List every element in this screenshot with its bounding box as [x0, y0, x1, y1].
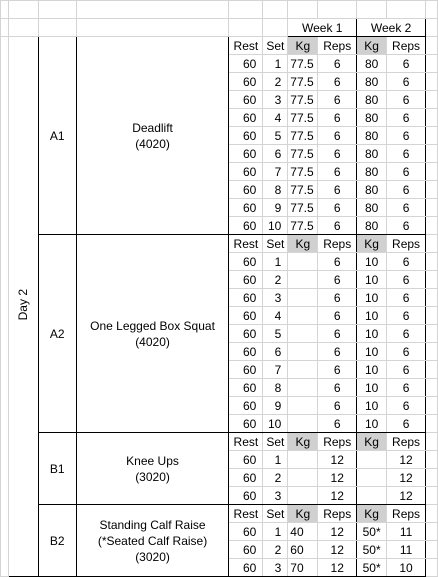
empty-cell[interactable]	[426, 451, 438, 469]
reps-week1-cell[interactable]: 12	[318, 487, 357, 505]
reps-week2-cell[interactable]: 12	[387, 487, 426, 505]
reps-week1-cell[interactable]: 6	[318, 145, 357, 163]
rest-cell[interactable]: 60	[229, 217, 263, 235]
empty-cell[interactable]	[426, 361, 438, 379]
week-2-header[interactable]: Week 2	[357, 19, 426, 37]
reps-week1-cell[interactable]: 6	[318, 307, 357, 325]
exercise-name-line: (4020)	[135, 334, 170, 349]
reps-week2-cell[interactable]: 11	[387, 541, 426, 559]
kg-week1-cell[interactable]	[288, 379, 318, 397]
header-kg-week2[interactable]: Kg	[357, 37, 387, 55]
header-set[interactable]: Set	[263, 433, 288, 451]
header-kg-week1[interactable]: Kg	[288, 433, 318, 451]
reps-week2-cell[interactable]: 10	[387, 559, 426, 577]
rest-cell[interactable]: 60	[229, 307, 263, 325]
rest-cell[interactable]: 60	[229, 127, 263, 145]
kg-week1-cell[interactable]: 77.5	[288, 181, 318, 199]
set-cell[interactable]: 3	[263, 91, 288, 109]
reps-week1-cell[interactable]: 6	[318, 73, 357, 91]
empty-cell[interactable]	[229, 19, 263, 37]
set-cell[interactable]: 5	[263, 325, 288, 343]
exercise-id[interactable]: B1	[38, 433, 76, 505]
kg-week1-cell[interactable]	[288, 289, 318, 307]
reps-week1-cell[interactable]: 6	[318, 397, 357, 415]
kg-week2-cell[interactable]: 80	[357, 181, 387, 199]
reps-week2-cell[interactable]: 6	[387, 73, 426, 91]
exercise-header-row	[1, 433, 438, 451]
empty-cell[interactable]	[8, 19, 38, 37]
reps-week2-cell[interactable]: 6	[387, 55, 426, 73]
kg-week2-cell[interactable]: 50*	[357, 541, 387, 559]
empty-cell[interactable]	[426, 271, 438, 289]
header-reps-week1[interactable]: Reps	[318, 505, 357, 523]
kg-week1-cell[interactable]: 60	[288, 541, 318, 559]
exercise-name[interactable]	[76, 235, 229, 433]
kg-week2-cell[interactable]: 80	[357, 199, 387, 217]
kg-week1-cell[interactable]	[288, 271, 318, 289]
kg-week2-cell[interactable]: 80	[357, 91, 387, 109]
kg-week2-cell[interactable]: 10	[357, 379, 387, 397]
empty-cell[interactable]	[38, 19, 76, 37]
rest-cell[interactable]: 60	[229, 541, 263, 559]
header-reps-week1[interactable]: Reps	[318, 235, 357, 253]
set-cell[interactable]: 2	[263, 541, 288, 559]
reps-week1-cell[interactable]: 12	[318, 541, 357, 559]
empty-cell[interactable]	[426, 487, 438, 505]
header-kg-week2[interactable]: Kg	[357, 505, 387, 523]
empty-cell[interactable]	[426, 145, 438, 163]
reps-week1-cell[interactable]: 6	[318, 415, 357, 433]
rest-cell[interactable]: 60	[229, 163, 263, 181]
exercise-name-line: (3020)	[135, 549, 170, 564]
week-header-row	[1, 19, 438, 37]
empty-cell[interactable]	[1, 19, 9, 37]
kg-week1-cell[interactable]: 77.5	[288, 73, 318, 91]
set-cell[interactable]: 4	[263, 109, 288, 127]
empty-cell[interactable]	[426, 307, 438, 325]
kg-week2-cell[interactable]: 10	[357, 253, 387, 271]
reps-week1-cell[interactable]: 6	[318, 379, 357, 397]
set-cell[interactable]: 2	[263, 271, 288, 289]
kg-week2-cell[interactable]: 10	[357, 289, 387, 307]
header-rest[interactable]: Rest	[229, 505, 263, 523]
kg-week2-cell[interactable]: 80	[357, 163, 387, 181]
reps-week2-cell[interactable]: 6	[387, 91, 426, 109]
reps-week2-cell[interactable]: 11	[387, 523, 426, 541]
header-reps-week2[interactable]: Reps	[387, 433, 426, 451]
rest-cell[interactable]: 60	[229, 487, 263, 505]
exercise-name[interactable]	[76, 433, 229, 505]
empty-cell[interactable]	[426, 505, 438, 523]
rest-cell[interactable]: 60	[229, 145, 263, 163]
rest-cell[interactable]: 60	[229, 361, 263, 379]
empty-cell[interactable]	[38, 1, 76, 19]
kg-week2-cell[interactable]	[357, 451, 387, 469]
exercise-name-line: (4020)	[135, 136, 170, 151]
rest-cell[interactable]: 60	[229, 325, 263, 343]
kg-week1-cell[interactable]	[288, 415, 318, 433]
rest-cell[interactable]: 60	[229, 343, 263, 361]
set-cell[interactable]: 9	[263, 199, 288, 217]
kg-week2-cell[interactable]: 10	[357, 397, 387, 415]
empty-cell[interactable]	[426, 181, 438, 199]
reps-week2-cell[interactable]: 12	[387, 469, 426, 487]
reps-week1-cell[interactable]: 12	[318, 451, 357, 469]
reps-week1-cell[interactable]: 6	[318, 163, 357, 181]
exercise-name-line: (3020)	[135, 469, 170, 484]
kg-week1-cell[interactable]: 77.5	[288, 145, 318, 163]
kg-week2-cell[interactable]: 50*	[357, 559, 387, 577]
kg-week1-cell[interactable]: 77.5	[288, 127, 318, 145]
set-cell[interactable]: 3	[263, 487, 288, 505]
reps-week1-cell[interactable]: 6	[318, 109, 357, 127]
empty-cell[interactable]	[426, 55, 438, 73]
reps-week1-cell[interactable]: 12	[318, 469, 357, 487]
set-cell[interactable]: 10	[263, 415, 288, 433]
set-cell[interactable]: 1	[263, 55, 288, 73]
reps-week2-cell[interactable]: 6	[387, 145, 426, 163]
set-cell[interactable]: 6	[263, 145, 288, 163]
reps-week2-cell[interactable]: 6	[387, 163, 426, 181]
header-reps-week1[interactable]: Reps	[318, 37, 357, 55]
reps-week2-cell[interactable]: 12	[387, 451, 426, 469]
day-label[interactable]	[8, 37, 38, 577]
exercise-name-line: Knee Ups	[126, 453, 179, 468]
empty-cell[interactable]	[263, 1, 288, 19]
kg-week2-cell[interactable]: 50*	[357, 523, 387, 541]
kg-week1-cell[interactable]	[288, 487, 318, 505]
reps-week2-cell[interactable]: 6	[387, 415, 426, 433]
empty-cell[interactable]	[426, 163, 438, 181]
reps-week2-cell[interactable]: 6	[387, 127, 426, 145]
empty-cell[interactable]	[1, 37, 9, 577]
empty-cell[interactable]	[229, 1, 263, 19]
day-label-text: Day 2	[16, 288, 31, 321]
exercise-id[interactable]: B2	[38, 505, 76, 577]
kg-week1-cell[interactable]: 77.5	[288, 109, 318, 127]
kg-week1-cell[interactable]	[288, 469, 318, 487]
set-cell[interactable]: 4	[263, 307, 288, 325]
rest-cell[interactable]: 60	[229, 559, 263, 577]
reps-week2-cell[interactable]: 6	[387, 289, 426, 307]
kg-week2-cell[interactable]: 80	[357, 217, 387, 235]
header-kg-week1[interactable]: Kg	[288, 505, 318, 523]
header-set[interactable]: Set	[263, 505, 288, 523]
kg-week1-cell[interactable]	[288, 253, 318, 271]
kg-week2-cell[interactable]: 80	[357, 109, 387, 127]
rest-cell[interactable]: 60	[229, 91, 263, 109]
header-kg-week1[interactable]: Kg	[288, 235, 318, 253]
week-1-header[interactable]: Week 1	[288, 19, 357, 37]
reps-week1-cell[interactable]: 6	[318, 253, 357, 271]
empty-cell[interactable]	[426, 433, 438, 451]
reps-week1-cell[interactable]: 6	[318, 217, 357, 235]
kg-week1-cell[interactable]: 77.5	[288, 199, 318, 217]
reps-week1-cell[interactable]: 6	[318, 271, 357, 289]
header-reps-week2[interactable]: Reps	[387, 505, 426, 523]
rest-cell[interactable]: 60	[229, 397, 263, 415]
reps-week2-cell[interactable]: 6	[387, 253, 426, 271]
empty-cell[interactable]	[426, 217, 438, 235]
empty-cell[interactable]	[357, 1, 387, 19]
rest-cell[interactable]: 60	[229, 289, 263, 307]
rest-cell[interactable]: 60	[229, 73, 263, 91]
rest-cell[interactable]: 60	[229, 469, 263, 487]
empty-cell[interactable]	[426, 235, 438, 253]
empty-cell[interactable]	[426, 109, 438, 127]
empty-cell[interactable]	[426, 1, 438, 19]
set-cell[interactable]: 2	[263, 469, 288, 487]
empty-cell[interactable]	[426, 91, 438, 109]
kg-week2-cell[interactable]: 10	[357, 271, 387, 289]
kg-week1-cell[interactable]: 70	[288, 559, 318, 577]
rest-cell[interactable]: 60	[229, 253, 263, 271]
reps-week1-cell[interactable]: 6	[318, 289, 357, 307]
kg-week1-cell[interactable]	[288, 325, 318, 343]
reps-week2-cell[interactable]: 6	[387, 379, 426, 397]
exercise-name-line: One Legged Box Squat	[90, 318, 215, 333]
kg-week1-cell[interactable]	[288, 361, 318, 379]
header-kg-week2[interactable]: Kg	[357, 433, 387, 451]
exercise-name-line: Deadlift	[132, 120, 173, 135]
header-reps-week1[interactable]: Reps	[318, 433, 357, 451]
reps-week1-cell[interactable]: 12	[318, 559, 357, 577]
set-cell[interactable]: 1	[263, 253, 288, 271]
empty-cell[interactable]	[426, 127, 438, 145]
empty-cell[interactable]	[426, 19, 438, 37]
empty-cell[interactable]	[76, 1, 229, 19]
set-cell[interactable]: 1	[263, 451, 288, 469]
header-kg-week2[interactable]: Kg	[357, 235, 387, 253]
kg-week2-cell[interactable]: 10	[357, 307, 387, 325]
exercise-name-line: (*Seated Calf Raise)	[97, 533, 208, 548]
set-cell[interactable]: 8	[263, 181, 288, 199]
kg-week2-cell[interactable]: 10	[357, 361, 387, 379]
exercise-header-row	[1, 235, 438, 253]
kg-week1-cell[interactable]: 77.5	[288, 163, 318, 181]
kg-week1-cell[interactable]	[288, 343, 318, 361]
empty-cell[interactable]	[426, 379, 438, 397]
empty-cell[interactable]	[426, 73, 438, 91]
reps-week2-cell[interactable]: 6	[387, 361, 426, 379]
set-cell[interactable]: 9	[263, 397, 288, 415]
set-cell[interactable]: 7	[263, 163, 288, 181]
empty-cell[interactable]	[76, 19, 229, 37]
kg-week2-cell[interactable]: 80	[357, 145, 387, 163]
kg-week1-cell[interactable]	[288, 397, 318, 415]
reps-week1-cell[interactable]: 6	[318, 91, 357, 109]
exercise-id[interactable]: A2	[38, 235, 76, 433]
set-cell[interactable]: 3	[263, 289, 288, 307]
empty-cell[interactable]	[426, 559, 438, 577]
empty-cell[interactable]	[426, 325, 438, 343]
exercise-name[interactable]	[76, 505, 229, 577]
reps-week1-cell[interactable]: 12	[318, 523, 357, 541]
empty-cell[interactable]	[426, 37, 438, 55]
empty-cell[interactable]	[426, 343, 438, 361]
kg-week1-cell[interactable]: 77.5	[288, 217, 318, 235]
empty-cell[interactable]	[426, 253, 438, 271]
set-cell[interactable]: 2	[263, 73, 288, 91]
set-cell[interactable]: 5	[263, 127, 288, 145]
kg-week2-cell[interactable]: 10	[357, 325, 387, 343]
empty-cell[interactable]	[318, 1, 357, 19]
set-cell[interactable]: 10	[263, 217, 288, 235]
kg-week2-cell[interactable]	[357, 487, 387, 505]
empty-cell[interactable]	[263, 19, 288, 37]
empty-cell[interactable]	[426, 469, 438, 487]
kg-week2-cell[interactable]: 80	[357, 73, 387, 91]
reps-week2-cell[interactable]: 6	[387, 325, 426, 343]
set-cell[interactable]: 7	[263, 361, 288, 379]
exercise-name[interactable]	[76, 37, 229, 235]
kg-week1-cell[interactable]	[288, 451, 318, 469]
rest-cell[interactable]: 60	[229, 379, 263, 397]
empty-cell[interactable]	[426, 289, 438, 307]
set-cell[interactable]: 3	[263, 559, 288, 577]
reps-week1-cell[interactable]: 6	[318, 199, 357, 217]
kg-week2-cell[interactable]	[357, 469, 387, 487]
reps-week1-cell[interactable]: 6	[318, 181, 357, 199]
header-reps-week2[interactable]: Reps	[387, 235, 426, 253]
kg-week2-cell[interactable]: 80	[357, 127, 387, 145]
header-reps-week2[interactable]: Reps	[387, 37, 426, 55]
rest-cell[interactable]: 60	[229, 199, 263, 217]
reps-week2-cell[interactable]: 6	[387, 307, 426, 325]
empty-cell[interactable]	[1, 1, 9, 19]
empty-cell[interactable]	[8, 1, 38, 19]
rest-cell[interactable]: 60	[229, 523, 263, 541]
header-set[interactable]: Set	[263, 37, 288, 55]
header-set[interactable]: Set	[263, 235, 288, 253]
exercise-id[interactable]: A1	[38, 37, 76, 235]
reps-week2-cell[interactable]: 6	[387, 199, 426, 217]
set-cell[interactable]: 1	[263, 523, 288, 541]
reps-week1-cell[interactable]: 6	[318, 325, 357, 343]
reps-week2-cell[interactable]: 6	[387, 271, 426, 289]
reps-week2-cell[interactable]: 6	[387, 181, 426, 199]
reps-week1-cell[interactable]: 6	[318, 55, 357, 73]
reps-week2-cell[interactable]: 6	[387, 217, 426, 235]
kg-week1-cell[interactable]: 40	[288, 523, 318, 541]
empty-cell[interactable]	[387, 1, 426, 19]
exercise-name-line: Standing Calf Raise	[99, 517, 206, 532]
reps-week1-cell[interactable]: 6	[318, 361, 357, 379]
reps-week2-cell[interactable]: 6	[387, 109, 426, 127]
empty-cell[interactable]	[426, 415, 438, 433]
kg-week2-cell[interactable]: 10	[357, 343, 387, 361]
empty-cell[interactable]	[288, 1, 318, 19]
rest-cell[interactable]: 60	[229, 55, 263, 73]
rest-cell[interactable]: 60	[229, 451, 263, 469]
kg-week1-cell[interactable]: 77.5	[288, 55, 318, 73]
header-rest[interactable]: Rest	[229, 37, 263, 55]
reps-week1-cell[interactable]: 6	[318, 343, 357, 361]
header-rest[interactable]: Rest	[229, 235, 263, 253]
kg-week1-cell[interactable]: 77.5	[288, 91, 318, 109]
exercise-header-row	[1, 37, 438, 55]
kg-week1-cell[interactable]	[288, 307, 318, 325]
rest-cell[interactable]: 60	[229, 271, 263, 289]
empty-cell[interactable]	[426, 523, 438, 541]
reps-week1-cell[interactable]: 6	[318, 127, 357, 145]
set-cell[interactable]: 8	[263, 379, 288, 397]
kg-week2-cell[interactable]: 10	[357, 415, 387, 433]
header-kg-week1[interactable]: Kg	[288, 37, 318, 55]
exercise-header-row	[1, 505, 438, 523]
rest-cell[interactable]: 60	[229, 181, 263, 199]
blank-row	[1, 1, 438, 19]
rest-cell[interactable]: 60	[229, 109, 263, 127]
kg-week2-cell[interactable]: 80	[357, 55, 387, 73]
header-rest[interactable]: Rest	[229, 433, 263, 451]
empty-cell[interactable]	[426, 541, 438, 559]
set-cell[interactable]: 6	[263, 343, 288, 361]
empty-cell[interactable]	[426, 199, 438, 217]
empty-cell[interactable]	[426, 397, 438, 415]
reps-week2-cell[interactable]: 6	[387, 397, 426, 415]
rest-cell[interactable]: 60	[229, 415, 263, 433]
reps-week2-cell[interactable]: 6	[387, 343, 426, 361]
